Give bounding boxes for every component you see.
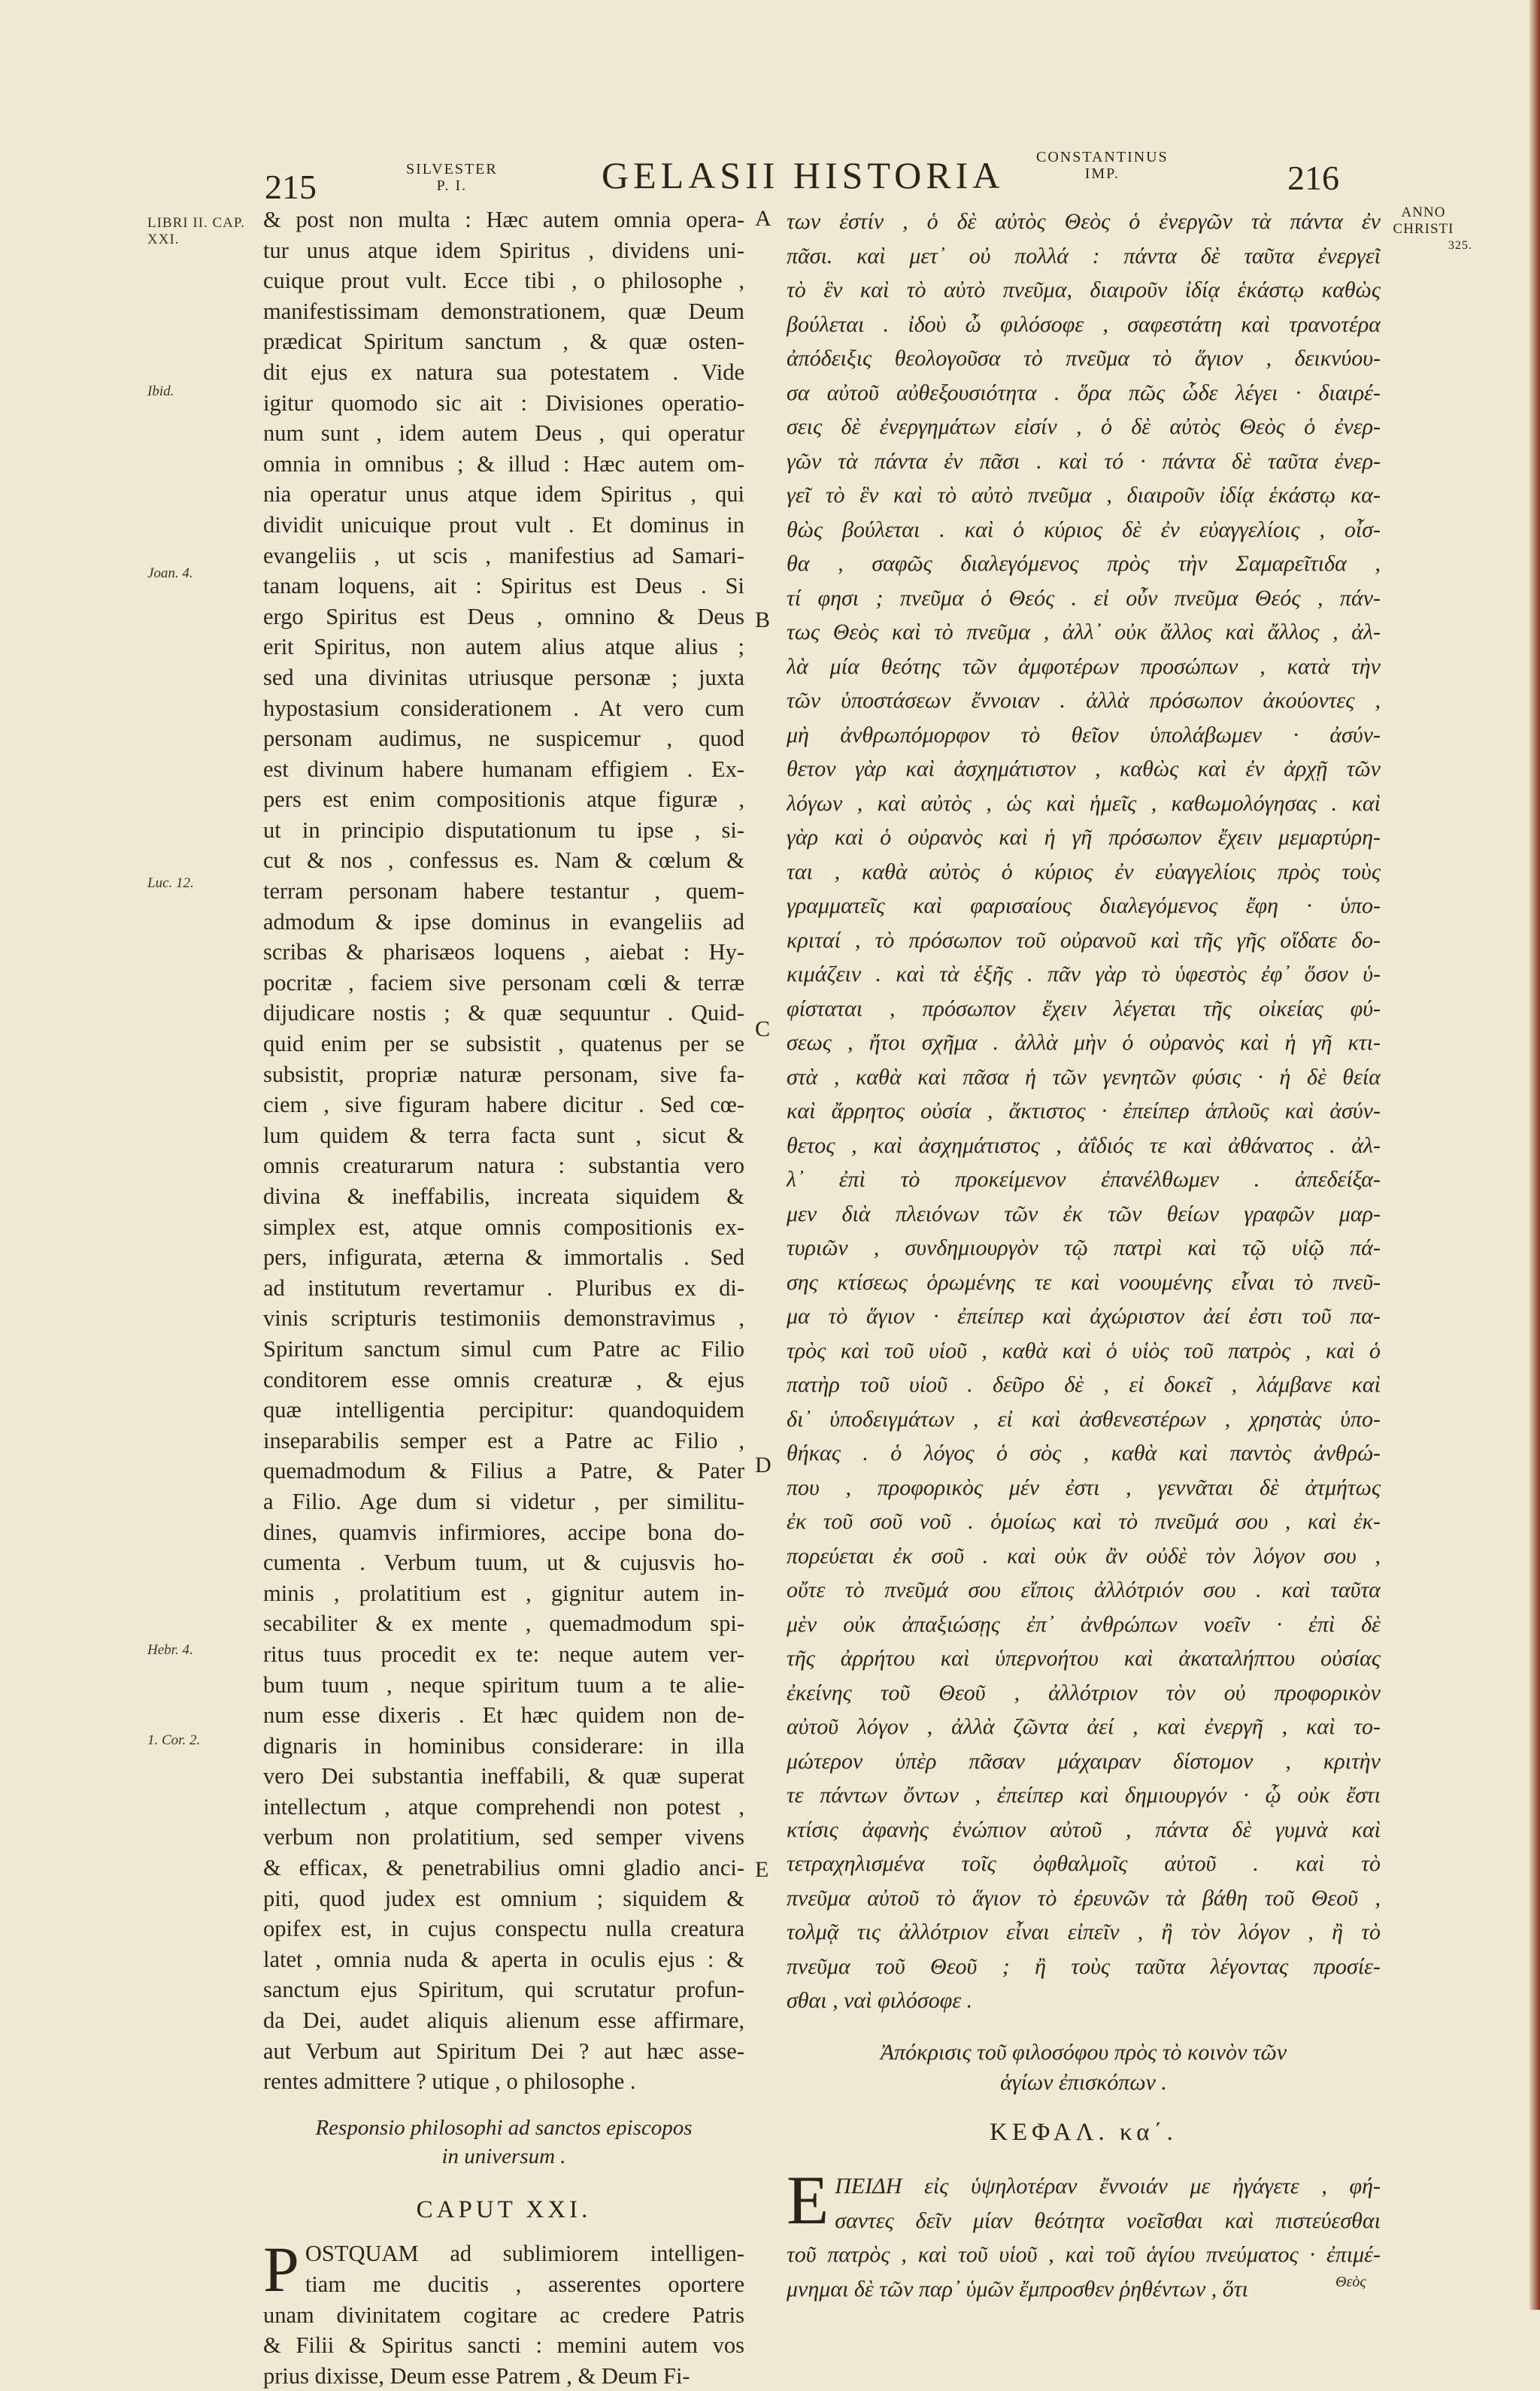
text-line: ergo Spiritus est Deus , omnino & Deus bbox=[263, 603, 744, 629]
latin-column bbox=[263, 205, 744, 2391]
text-line: sanctum ejus Spiritum, qui scrutatur profun- bbox=[263, 1977, 744, 2003]
text-line: θήκας . ὁ λόγος ὁ σὸς , καθὰ καὶ παντὸς ἀνθρώ- bbox=[787, 1441, 1381, 1465]
greek-section-heading bbox=[787, 2038, 1381, 2098]
text-line: τοῦ πατρὸς , καὶ τοῦ υἱοῦ , καὶ τοῦ ἁγίου πνεύματος · ἐπιμέ- bbox=[787, 2242, 1381, 2267]
text-line: πᾶσι. καὶ μετ᾽ οὐ πολλά : πάντα δὲ ταῦτα ἐνεργεῖ bbox=[787, 243, 1381, 268]
text-line: οὔτε τὸ πνεῦμά σου εἴποις ἀλλότριόν σου . καὶ ταῦτα bbox=[787, 1577, 1381, 1602]
running-header bbox=[0, 147, 1540, 208]
text-line: tanam loquens, ait : Spiritus est Deus . Si bbox=[263, 573, 744, 599]
text-line: admodum & ipse dominus in evangeliis ad bbox=[263, 908, 744, 935]
page-edge bbox=[1529, 0, 1540, 2310]
text-line: pocritæ , faciem sive personam cœli & terræ bbox=[263, 969, 744, 995]
text-line: θετος , καὶ ἀσχημάτιστος , ἀΐδιός τε καὶ ἀθάνατος . ἀλ- bbox=[787, 1132, 1381, 1158]
text-line: αὐτοῦ λόγον , ἀλλὰ ζῶντα ἀεί , καὶ ἐνεργῆ , καὶ το- bbox=[787, 1714, 1381, 1739]
text-line: lum quidem & terra facta sunt , sicut & bbox=[263, 1122, 744, 1148]
latin-text bbox=[263, 205, 744, 2097]
text-line: prædicat Spiritum sanctum , & quæ osten- bbox=[263, 329, 744, 355]
text-line: terram personam habere testantur , quem- bbox=[263, 878, 744, 905]
text-line: OSTQUAM ad sublimiorem intelligen- bbox=[305, 2241, 744, 2267]
text-line: τε πάντων ὄντων , ἐπείπερ καὶ δημιουργόν · ᾧ οὐκ ἔστι bbox=[787, 1783, 1381, 1808]
text-line: μὴ ἀνθρωπόμορφον τὸ θεῖον ὑπολάβωμεν · ἀσύν- bbox=[787, 722, 1381, 747]
text-line: φίσταται , πρόσωπον ἔχειν λέγεται τῆς οἰκείας φύ- bbox=[787, 995, 1381, 1021]
text-line: scribas & pharisæos loquens , aiebat : Hy- bbox=[263, 939, 744, 965]
text-line: στὰ , καθὰ καὶ πᾶσα ἡ τῶν γενητῶν φύσις · ἡ δὲ θεία bbox=[787, 1064, 1381, 1089]
text-line: δι᾽ ὑποδειγμάτων , εἰ καὶ ἀσθενεστέρων , χρηστὰς ὑπο- bbox=[787, 1406, 1381, 1432]
page-number-right: 216 bbox=[1287, 159, 1339, 197]
text-line: τως Θεὸς καὶ τὸ πνεῦμα , ἀλλ᾽ οὐκ ἄλλος καὶ ἄλλος , ἀλ- bbox=[787, 620, 1381, 644]
text-line: μεν διὰ πλειόνων τῶν ἐκ τῶν θείων γραφῶν μαρ- bbox=[787, 1201, 1381, 1226]
text-line: γὰρ καὶ ὁ οὐρανὸς καὶ ἡ γῆ πρόσωπον ἔχειν μεμαρτύρη- bbox=[787, 825, 1381, 850]
text-line: τῶν ὑποστάσεων ἔννοιαν . ἀλλὰ πρόσωπον ἀκούοντες , bbox=[787, 688, 1381, 713]
text-line: minis , prolatitium est , gignitur autem in- bbox=[263, 1580, 744, 1606]
running-head-left bbox=[406, 161, 498, 194]
text-line: σαντες δεῖν μίαν θεότητα νοεῖσθαι καὶ πιστεύεσθαι bbox=[835, 2208, 1381, 2233]
text-line: μώτερον ὑπὲρ πᾶσαν μάχαιραν δίστομον , κριτὴν bbox=[787, 1748, 1381, 1774]
section-letter-e: E bbox=[755, 1857, 769, 1882]
latin-dropcap: P bbox=[263, 2233, 299, 2306]
text-line: da Dei, audet aliquis alienum esse affirmare, bbox=[263, 2008, 744, 2034]
text-line: vinis scripturis testimoniis demonstravimus , bbox=[263, 1305, 744, 1332]
text-line: λ᾽ ἐπὶ τὸ προκείμενον ἐπανέλθωμεν . ἀπεδείξα- bbox=[787, 1167, 1381, 1192]
page-title: GELASII HISTORIA bbox=[602, 154, 1005, 196]
text-line: opifex est, in cujus conspectu nulla creatura bbox=[263, 1916, 744, 1942]
greek-section-heading-line: Ἀπόκρισις τοῦ φιλοσόφου πρὸς τὸ κοινὸν τῶν bbox=[880, 2039, 1287, 2065]
text-line: evangeliis , ut scis , manifestius ad Samari- bbox=[263, 542, 744, 568]
text-line: πνεῦμα τοῦ Θεοῦ ; ἢ τοὺς ταῦτα λέγοντας προσίε- bbox=[787, 1953, 1381, 1979]
text-line: cuique prout vult. Ecce tibi , o philosophe , bbox=[263, 268, 744, 294]
text-line: τὸ ἓν καὶ τὸ αὐτὸ πνεῦμα, διαιροῦν ἰδίᾳ ἑκάστῳ καθὼς bbox=[787, 277, 1381, 302]
section-letter-d: D bbox=[755, 1453, 772, 1477]
text-line: secabiliter & ex mente , quemadmodum spi- bbox=[263, 1611, 744, 1637]
text-line: τετραχηλισμένα τοῖς ὀφθαλμοῖς αὐτοῦ . καὶ τὸ bbox=[787, 1851, 1381, 1876]
text-line: τυριῶν , συνδημιουργὸν τῷ πατρὶ καὶ τῷ υἱῷ πά- bbox=[787, 1235, 1381, 1260]
running-head-left-line: SILVESTER bbox=[406, 161, 498, 177]
text-line: θα , σαφῶς διαλεγόμενος πρὸς τὴν Σαμαρεῖτιδα , bbox=[787, 551, 1381, 576]
text-line: unam divinitatem cogitare ac credere Patris bbox=[263, 2302, 744, 2328]
anno-year: 325. bbox=[1448, 239, 1472, 252]
text-line: σεις δὲ ἐνεργημάτων εἰσίν , ὁ δὲ αὐτὸς Θεὸς ὁ ἐνερ- bbox=[787, 414, 1381, 439]
text-line: verbum non prolatitium, sed semper vivens bbox=[263, 1824, 744, 1850]
text-line: quid enim per se subsistit , quatenus per se bbox=[263, 1031, 744, 1057]
text-line: tiam me ducitis , asserentes oportere bbox=[305, 2271, 744, 2297]
margin-note-ref: Joan. 4. bbox=[147, 565, 193, 581]
text-line: dividit unicuique prout vult . Et dominus in bbox=[263, 511, 744, 538]
text-line: & post non multa : Hæc autem omnia opera- bbox=[263, 207, 744, 232]
text-line: ἐκείνης τοῦ Θεοῦ , ἀλλότριον τὸν οὐ προφορικὸν bbox=[787, 1680, 1381, 1705]
text-line: est divinum habere humanam effigiem . Ex- bbox=[263, 756, 744, 782]
text-line: τῆς ἀρρήτου καὶ ὑπερνοήτου καὶ ἀκαταλήπτου οὐσίας bbox=[787, 1646, 1381, 1671]
text-line: subsistit, propriæ naturæ personam, sive fa- bbox=[263, 1061, 744, 1087]
text-line: latet , omnia nuda & aperta in oculis ejus : & bbox=[263, 1946, 744, 1972]
text-line: & efficax, & penetrabilius omni gladio anci- bbox=[263, 1855, 744, 1881]
text-line: γῶν τὰ πάντα ἐν πᾶσι . καὶ τό · πάντα δὲ ταῦτα ἐνερ- bbox=[787, 448, 1381, 474]
text-line: bum tuum , neque spiritum tuum a te alie- bbox=[263, 1671, 744, 1698]
text-line: sed una divinitas utriusque personæ ; juxta bbox=[263, 664, 744, 690]
text-line: num esse dixeris . Et hæc quidem non de- bbox=[263, 1702, 744, 1729]
text-line: λὰ μία θεότης τῶν ἀμφοτέρων προσώπων , κατὰ τὴν bbox=[787, 653, 1381, 679]
margin-note-ref: Ibid. bbox=[147, 383, 174, 399]
running-head-right bbox=[1036, 149, 1169, 182]
section-letter-b: B bbox=[755, 608, 771, 632]
text-line: manifestissimam demonstrationem, quæ Deum bbox=[263, 298, 744, 324]
text-line: pers, infigurata, æterna & immortalis . Sed bbox=[263, 1244, 744, 1271]
text-line: a Filio. Age dum si videtur , per similitu- bbox=[263, 1488, 744, 1514]
text-line: quæ intelligentia percipitur: quandoquidem bbox=[263, 1397, 744, 1423]
text-line: ritus tuus procedit ex te: neque autem ver- bbox=[263, 1641, 744, 1667]
text-line: inseparabilis semper est a Patre ac Filio , bbox=[263, 1427, 744, 1453]
text-line: conditorem esse omnis creaturæ , & ejus bbox=[263, 1366, 744, 1392]
catchword: Θεὸς bbox=[1335, 2274, 1366, 2290]
margin-note-ref: 1. Cor. 2. bbox=[147, 1732, 201, 1748]
text-line: κριταί , τὸ πρόσωπον τοῦ οὐρανοῦ καὶ τῆς γῆς οἴδατε δο- bbox=[787, 927, 1381, 953]
text-line: ad institutum revertamur . Pluribus ex di- bbox=[263, 1274, 744, 1301]
margin-note-ref: Hebr. 4. bbox=[147, 1642, 193, 1658]
text-line: dines, quamvis infirmiores, accipe bona do- bbox=[263, 1519, 744, 1545]
running-head-right-line: CONSTANTINUS bbox=[1036, 149, 1169, 165]
text-line: σα αὐτοῦ αὐθεξουσιότητα . ὅρα πῶς ὧδε λέγει · διαιρέ- bbox=[787, 380, 1381, 405]
text-line: θετον γὰρ καὶ ἀσχημάτιστον , καθὼς καὶ ἐν ἀρχῇ τῶν bbox=[787, 756, 1381, 781]
text-line: dignaris in hominibus considerare: in illa bbox=[263, 1732, 744, 1759]
latin-section-heading-line: Responsio philosophi ad sanctos episcopos bbox=[315, 2115, 693, 2140]
running-head-left-line: P. I. bbox=[436, 177, 468, 194]
text-line: τί φησι ; πνεῦμα ὁ Θεός . εἰ οὖν πνεῦμα Θεός , πάν- bbox=[787, 585, 1381, 611]
text-line: των ἐστίν , ὁ δὲ αὐτὸς Θεὸς ὁ ἐνεργῶν τὰ πάντα ἐν bbox=[787, 209, 1381, 234]
text-line: γραμματεῖς καὶ φαρισαίους διαλεγόμενος ἔφη · ὑπο- bbox=[787, 893, 1381, 918]
text-line: tur unus atque idem Spiritus , dividens uni- bbox=[263, 237, 744, 263]
text-line: μνημαι δὲ τῶν παρ᾽ ὑμῶν ἔμπροσθεν ῥηθέντων , ὅτι bbox=[787, 2276, 1248, 2302]
text-line: prius dixisse, Deum esse Patrem , & Deum Fi- bbox=[263, 2362, 690, 2389]
text-line: ciem , sive figuram habere dicitur . Sed cœ- bbox=[263, 1092, 744, 1118]
text-line: piti, quod judex est omnium ; siquidem & bbox=[263, 1885, 744, 1911]
text-line: τολμᾷ τις ἀλλότριον εἶναι εἰπεῖν , ἢ τὸν λόγον , ἢ τὸ bbox=[787, 1920, 1381, 1944]
page-number-left: 215 bbox=[265, 168, 317, 206]
section-letter-c: C bbox=[755, 1017, 771, 1041]
text-line: quemadmodum & Filius a Patre, & Pater bbox=[263, 1458, 744, 1484]
running-head-right-line: IMP. bbox=[1084, 165, 1120, 182]
anno-label: ANNO bbox=[1401, 205, 1446, 220]
margin-note-book-chapter: LIBRI II. CAP. XXI. bbox=[147, 215, 246, 247]
text-line: κτίσις ἀφανὴς ἐνώπιον αὐτοῦ , πάντα δὲ γυμνὰ καὶ bbox=[787, 1817, 1381, 1842]
anno-christi-note bbox=[1375, 205, 1472, 254]
text-line: σθαι , ναὶ φιλόσοφε . bbox=[787, 1988, 973, 2013]
text-line: erit Spiritus, non autem alius atque alius ; bbox=[263, 634, 744, 660]
text-line: divina & ineffabilis, increata siquidem & bbox=[263, 1183, 744, 1209]
text-line: πνεῦμα αὐτοῦ τὸ ἅγιον τὸ ἐρευνῶν τὰ βάθη τοῦ Θεοῦ , bbox=[787, 1885, 1381, 1911]
text-line: cumenta . Verbum tuum, ut & cujusvis ho- bbox=[263, 1550, 744, 1576]
text-line: dijudicare nostis ; & quæ sequuntur . Quid- bbox=[263, 1000, 744, 1026]
text-line: σης κτίσεως ὁρωμένης τε καὶ νοουμένης εἶναι τὸ πνεῦ- bbox=[787, 1269, 1381, 1295]
text-line: βούλεται . ἰδοὺ ὦ φιλόσοφε , σαφεστάτη καὶ τρανοτέρα bbox=[787, 311, 1381, 337]
greek-column bbox=[787, 205, 1381, 2306]
text-line: intellectum , atque comprehendi non potest , bbox=[263, 1793, 744, 1820]
text-line: ται , καθὰ αὐτὸς ὁ κύριος ἐν εὐαγγελίοις πρὸς τοὺς bbox=[787, 859, 1381, 884]
text-line: aut Verbum aut Spiritum Dei ? aut hæc asse- bbox=[263, 2038, 744, 2064]
text-line: κιμάζειν . καὶ τὰ ἑξῆς . πᾶν γὰρ τὸ ὑφεστὸς ἐφ᾽ ὅσον ὑ- bbox=[787, 962, 1381, 986]
text-line: ἀπόδειξις θεολογοῦσα τὸ πνεῦμα τὸ ἅγιον , δεικνύου- bbox=[787, 346, 1381, 371]
greek-text bbox=[787, 205, 1381, 2018]
text-line: ἐκ τοῦ σοῦ νοῦ . ὁμοίως καὶ τὸ πνεῦμά σου , καὶ ἐκ- bbox=[787, 1509, 1381, 1534]
text-line: λόγων , καὶ αὐτὸς , ὡς καὶ ἡμεῖς , καθωμολόγησας . καὶ bbox=[787, 790, 1381, 816]
text-line: igitur quomodo sic ait : Divisiones operatio- bbox=[263, 389, 744, 416]
christi-label: CHRISTI bbox=[1393, 221, 1454, 237]
text-line: πατὴρ τοῦ υἱοῦ . δεῦρο δὲ , εἰ δοκεῖ , λάμβανε καὶ bbox=[787, 1372, 1381, 1397]
margin-note-ref: Luc. 12. bbox=[147, 875, 194, 891]
latin-chapter-text bbox=[263, 2233, 744, 2391]
text-line: ut in principio disputationum tu ipse , si- bbox=[263, 817, 744, 843]
text-line: τρὸς καὶ τοῦ υἱοῦ , καθὰ καὶ ὁ υἱὸς τοῦ πατρὸς , καὶ ὁ bbox=[787, 1338, 1381, 1363]
text-line: & Filii & Spiritus sancti : memini autem vos bbox=[263, 2332, 744, 2359]
text-line: θὼς βούλεται . καὶ ὁ κύριος δὲ ἐν εὐαγγελίοις , οἶσ- bbox=[787, 517, 1381, 542]
text-line: simplex est, atque omnis compositionis ex- bbox=[263, 1214, 744, 1240]
greek-chapter-heading: ΚΕΦΑΛ. κα΄. bbox=[990, 2118, 1178, 2146]
greek-chapter-body bbox=[787, 2162, 1381, 2306]
latin-chapter-heading: CAPUT XXI. bbox=[416, 2196, 592, 2223]
text-line: σεως , ἤτοι σχῆμα . ἀλλὰ μὴν ὁ οὐρανὸς καὶ ἡ γῆ κτι- bbox=[787, 1030, 1381, 1055]
text-line: πορεύεται ἐκ σοῦ . καὶ οὐκ ἂν οὐδὲ τὸν λόγον σου , bbox=[787, 1543, 1381, 1568]
text-line: cut & nos , confessus es. Nam & cœlum & bbox=[263, 847, 744, 874]
text-line: omnis creaturarum natura : substantia vero bbox=[263, 1153, 744, 1179]
text-line: vero Dei substantia ineffabili, & quæ superat bbox=[263, 1763, 744, 1789]
text-line: num sunt , idem autem Deus , qui operatur bbox=[263, 420, 744, 447]
text-line: nia operatur unus atque idem Spiritus , qui bbox=[263, 481, 744, 508]
text-line: Spiritum sanctum simul cum Patre ac Filio bbox=[263, 1335, 744, 1362]
latin-section-heading-line: in universum . bbox=[441, 2144, 566, 2168]
text-line: γεῖ τὸ ἓν καὶ τὸ αὐτὸ πνεῦμα , διαιροῦν ἰδίᾳ ἑκάστῳ κα- bbox=[787, 483, 1381, 508]
text-line: που , προφορικὸς μέν ἐστι , γεννᾶται δὲ ἀτμήτως bbox=[787, 1474, 1381, 1500]
text-line: hypostasium considerationem . At vero cum bbox=[263, 695, 744, 721]
text-line: ΠΕΙΔΗ εἰς ὑψηλοτέραν ἔννοιάν με ἠγάγετε , φή- bbox=[835, 2174, 1381, 2199]
greek-section-heading-line: ἁγίων ἐπισκόπων . bbox=[1000, 2069, 1167, 2095]
text-line: μα τὸ ἅγιον · ἐπείπερ καὶ ἀχώριστον ἀεί ἐστι τοῦ πα- bbox=[787, 1304, 1381, 1329]
text-line: καὶ ἄρρητος οὐσία , ἄκτιστος · ἐπείπερ ἁπλοῦς καὶ ἀσύν- bbox=[787, 1099, 1381, 1123]
section-letter-a: A bbox=[755, 206, 772, 231]
latin-section-heading bbox=[263, 2114, 744, 2171]
greek-chapter-text bbox=[787, 2162, 1381, 2306]
text-line: rentes admittere ? utique , o philosophe . bbox=[263, 2068, 636, 2095]
text-line: μὲν οὐκ ἀπαξιώσῃς ἐπ᾽ ἀνθρώπων νοεῖν · ἐπὶ δὲ bbox=[787, 1611, 1381, 1637]
text-line: omnia in omnibus ; & illud : Hæc autem om- bbox=[263, 450, 744, 477]
latin-chapter-body bbox=[263, 2233, 744, 2391]
text-line: pers est enim compositionis atque figuræ , bbox=[263, 786, 744, 813]
text-line: personam audimus, ne suspicemur , quod bbox=[263, 726, 744, 752]
greek-dropcap: Ε bbox=[787, 2162, 829, 2238]
text-line: dit ejus ex natura sua potestatem . Vide bbox=[263, 359, 744, 385]
